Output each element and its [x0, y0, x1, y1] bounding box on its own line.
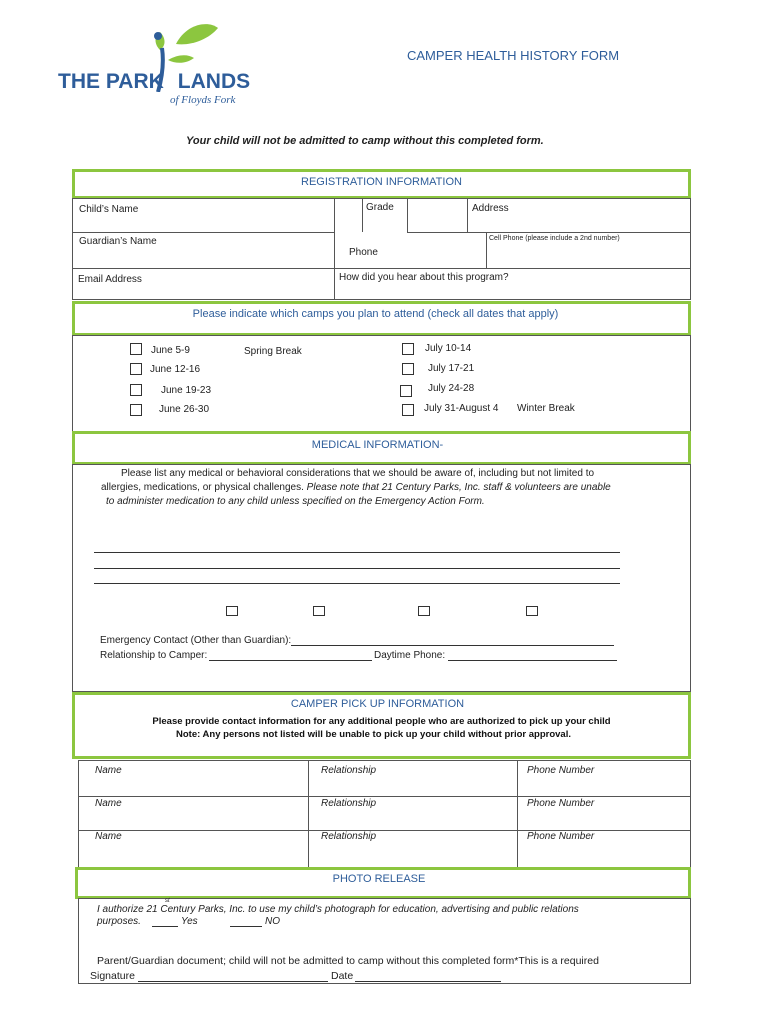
- photo-yes-input[interactable]: [152, 926, 178, 927]
- photo-st-superscript: st: [165, 898, 170, 904]
- registration-table: [72, 198, 691, 300]
- spring-break-label: Spring Break: [244, 346, 302, 357]
- pickup-relationship-3: Relationship: [321, 831, 377, 842]
- phone-label: Phone: [349, 247, 378, 258]
- camp-checkbox-june-19[interactable]: [130, 384, 142, 396]
- photo-no-label: NO: [265, 916, 280, 927]
- pickup-name-3: Name: [95, 831, 122, 842]
- registration-header: [72, 169, 691, 199]
- camp-label-july-17: July 17-21: [428, 363, 475, 374]
- date-input[interactable]: [355, 981, 501, 982]
- relationship-input[interactable]: [209, 660, 372, 661]
- daytime-phone-label: Daytime Phone:: [374, 650, 446, 661]
- camps-header: [72, 301, 691, 336]
- camp-checkbox-june-5[interactable]: [130, 343, 142, 355]
- parent-guardian-note: Parent/Guardian document; child will not be admitted to camp without this completed form*This is a required: [97, 955, 599, 967]
- logo: [58, 22, 258, 112]
- emergency-contact-label: Emergency Contact (Other than Guardian):: [100, 635, 292, 646]
- logo-text-right: LANDS: [177, 70, 251, 93]
- logo-text-left: THE PARK: [58, 70, 164, 93]
- logo-subtitle: of Floyds Fork: [170, 94, 236, 106]
- daytime-phone-input[interactable]: [448, 660, 617, 661]
- signature-label: Signature: [90, 970, 135, 982]
- pickup-name-2: Name: [95, 798, 122, 809]
- registration-title: REGISTRATION INFORMATION: [301, 176, 462, 188]
- admission-warning: Your child will not be admitted to camp without this completed form.: [186, 135, 544, 147]
- photo-yes-label: Yes: [181, 916, 198, 927]
- grade-label: Grade: [366, 202, 394, 213]
- childs-name-label: Child’s Name: [79, 204, 139, 215]
- cell-phone-label: Cell Phone (please include a 2nd number): [489, 235, 620, 242]
- camp-label-july-10: July 10-14: [425, 343, 472, 354]
- guardians-name-label: Guardian’s Name: [79, 236, 157, 247]
- pickup-header: [72, 692, 691, 759]
- camp-label-june-12: June 12-16: [150, 364, 201, 375]
- photo-release-text: I authorize 21 Century Parks, Inc. to use my child’s photograph for education, advertising and public relations: [97, 904, 579, 915]
- pickup-instructions-2: Note: Any persons not listed will be unable to pick up your child without prior approval.: [176, 729, 571, 740]
- medical-instructions-2: allergies, medications, or physical challenges. Please note that 21 Century Parks, Inc. staff & volunteers are unable: [101, 482, 611, 493]
- medical-instructions-3: to administer medication to any child unless specified on the Emergency Action Form.: [106, 496, 485, 507]
- camp-checkbox-july-10[interactable]: [402, 343, 414, 355]
- camp-checkbox-july-17[interactable]: [402, 363, 414, 375]
- camp-checkbox-july-31[interactable]: [402, 404, 414, 416]
- photo-purposes: purposes.: [97, 916, 141, 927]
- camp-label-july-31: July 31-August 4: [424, 403, 499, 414]
- photo-title: PHOTO RELEASE: [332, 873, 426, 885]
- medical-instructions-1: Please list any medical or behavioral considerations that we should be aware of, including but not limited to: [121, 468, 595, 479]
- photo-header: [75, 867, 691, 899]
- address-label: Address: [472, 203, 509, 214]
- emergency-contact-input[interactable]: [291, 645, 614, 646]
- camp-checkbox-june-26[interactable]: [130, 404, 142, 416]
- camp-label-june-5: June 5-9: [151, 345, 190, 356]
- how-heard-label: How did you hear about this program?: [339, 272, 509, 283]
- medical-notes-line-1[interactable]: [94, 552, 620, 553]
- medical-notes-line-3[interactable]: [94, 583, 620, 584]
- camp-checkbox-june-12[interactable]: [130, 363, 142, 375]
- form-title: CAMPER HEALTH HISTORY FORM: [407, 48, 620, 63]
- pickup-table: [78, 760, 691, 868]
- medical-checkbox-3[interactable]: [418, 606, 430, 616]
- medical-header: [72, 431, 691, 465]
- camp-checkbox-july-24[interactable]: [400, 385, 412, 397]
- pickup-phone-1: Phone Number: [527, 765, 595, 776]
- camp-label-july-24: July 24-28: [428, 383, 475, 394]
- winter-break-label: Winter Break: [517, 403, 575, 414]
- pickup-phone-2: Phone Number: [527, 798, 595, 809]
- email-label: Email Address: [78, 274, 142, 285]
- date-label: Date: [331, 970, 354, 982]
- pickup-relationship-2: Relationship: [321, 798, 377, 809]
- camps-title: Please indicate which camps you plan to attend (check all dates that apply): [192, 308, 559, 320]
- pickup-relationship-1: Relationship: [321, 765, 377, 776]
- medical-title: MEDICAL INFORMATION-: [311, 439, 444, 451]
- medical-notes-line-2[interactable]: [94, 568, 620, 569]
- pickup-title: CAMPER PICK UP INFORMATION: [290, 698, 465, 710]
- pickup-name-1: Name: [95, 765, 122, 776]
- pickup-phone-3: Phone Number: [527, 831, 595, 842]
- camp-label-june-19: June 19-23: [161, 385, 212, 396]
- camp-label-june-26: June 26-30: [159, 404, 210, 415]
- relationship-label: Relationship to Camper:: [100, 650, 208, 661]
- medical-checkbox-2[interactable]: [313, 606, 325, 616]
- pickup-instructions-1: Please provide contact information for any additional people who are authorized to pick up your child: [152, 716, 611, 727]
- photo-no-input[interactable]: [230, 926, 262, 927]
- medical-checkbox-4[interactable]: [526, 606, 538, 616]
- medical-checkbox-1[interactable]: [226, 606, 238, 616]
- signature-input[interactable]: [138, 981, 328, 982]
